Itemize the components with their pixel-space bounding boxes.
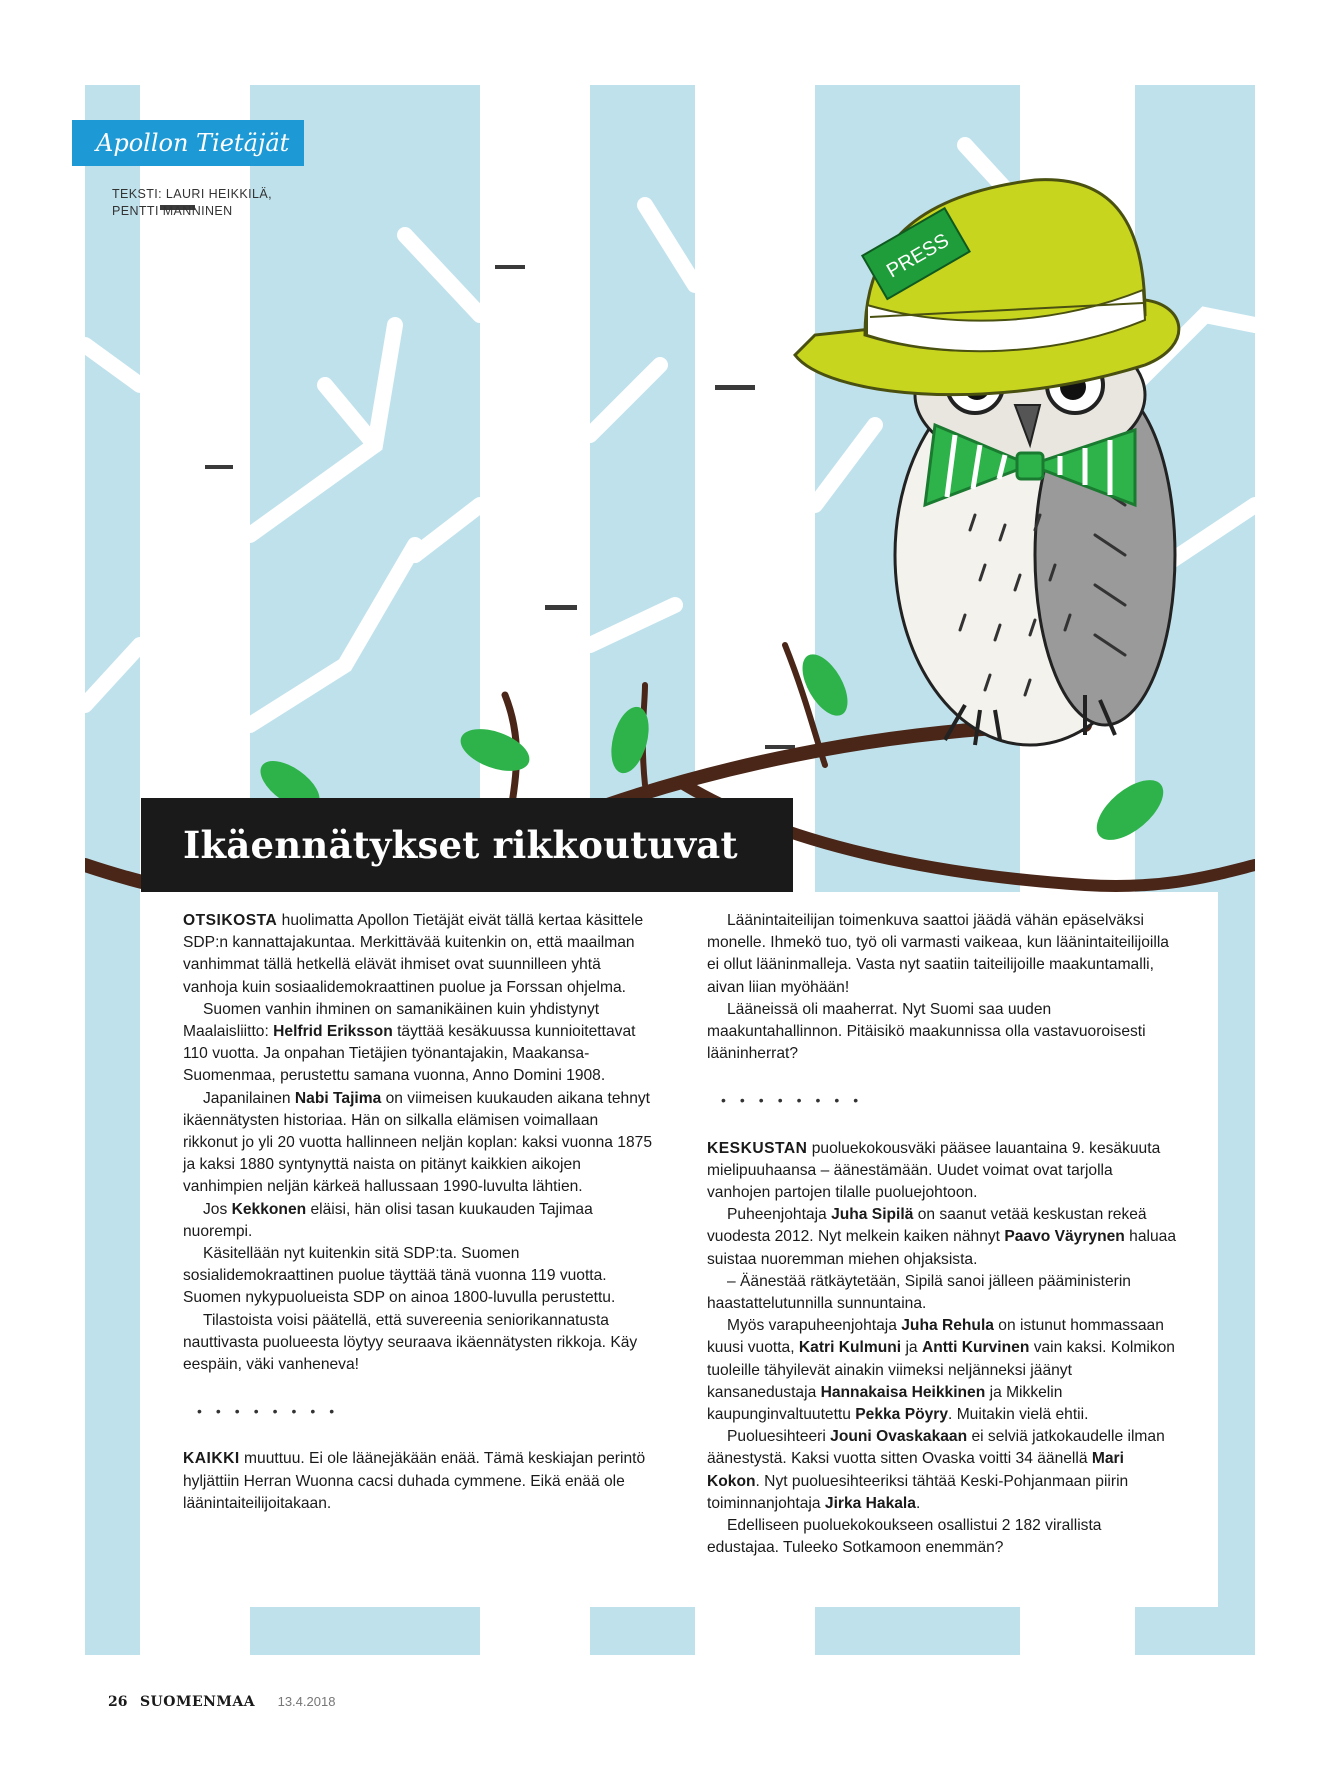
text-run: on viimeisen kuukauden aikana tehnyt ikäennätysten historiaa. Hän on silkalla elämisen voimallaan rikkonut jo yli 20 vuotta hallinneen neljän koplan: kaksi vuonna 1875 ja kaksi 1880 syntynyttä naista on pitänyt kaikkien aikojen vanhimpien neljän kärkeä hallussaan 1990-luvulta lähtien. — [183, 1089, 652, 1196]
body-paragraph — [707, 999, 1177, 1066]
body-paragraph — [183, 1310, 653, 1377]
person-name: Jirka Hakala — [824, 1494, 916, 1512]
birch-branch — [85, 345, 140, 385]
body-paragraph — [707, 1204, 1177, 1271]
lead-paragraph — [183, 1448, 653, 1515]
text-run: on saanut vetää keskustan rekeä vuodesta 2012. Nyt melkein kaiken nähnyt — [707, 1206, 1147, 1246]
person-name: Hannakaisa Heikkinen — [820, 1383, 986, 1401]
text-run: Läänintaiteilijan toimenkuva saattoi jäädä vähän epäselväksi monelle. Ihmekö tuo, työ oli varmasti vaikeaa, kun läänintaiteilijoilla ei ollut lääninmalleja. Vasta nyt saatiin taiteilijoille maakuntamalli, aivan liian myöhään! — [707, 912, 1169, 996]
byline-line: TEKSTI: LAURI HEIKKILÄ, — [112, 187, 272, 201]
press-card-text: PRESS — [883, 229, 953, 283]
magazine-name: SUOMENMAA — [139, 1694, 256, 1710]
section-tag: Apollon Tietäjät — [72, 120, 304, 166]
birch-branch — [590, 605, 675, 645]
body-paragraph — [707, 910, 1177, 999]
body-paragraph — [183, 999, 653, 1088]
text-run: Japanilainen — [203, 1089, 295, 1107]
person-name: Paavo Väyrynen — [1004, 1228, 1125, 1246]
byline-line: PENTTI MANNINEN — [112, 204, 233, 218]
text-run: Myös varapuheenjohtaja — [727, 1317, 902, 1335]
hat — [795, 180, 1179, 395]
person-name: Juha Sipilä — [831, 1206, 914, 1224]
person-name: Juha Rehula — [901, 1317, 994, 1335]
birch-branch — [250, 545, 415, 725]
text-run: haluaa suistaa nuoremman miehen ohjaksista. — [707, 1228, 1176, 1268]
text-run: . Nyt puoluesihteeriksi tähtää Keski-Pohjanmaan piirin toiminnanjohtaja — [707, 1472, 1129, 1512]
text-run: Suomen vanhin ihminen on samanikäinen kuin yhdistynyt Maalaisliitto: — [183, 1000, 600, 1041]
section-divider — [183, 1400, 653, 1422]
text-run: eläisi, hän olisi tasan kuukauden Tajimaa nuorempi. — [183, 1200, 593, 1240]
divider-dots: •••••••• — [197, 1403, 349, 1420]
lead-word: OTSIKOSTA — [183, 912, 278, 929]
text-run: Lääneissä oli maaherrat. Nyt Suomi saa uuden maakuntahallinnon. Pitäisikö maakunnissa olla vastavuoroisesti lääninherrat? — [707, 1000, 1146, 1063]
page-number: 26 — [108, 1694, 128, 1710]
issue-date: 13.4.2018 — [277, 1694, 336, 1709]
text-run: ei selviä jatkokaudelle ilman äänestystä. Kaksi vuotta sitten Ovaska voitti 34 äänellä — [707, 1428, 1165, 1468]
text-run: Tilastoista voisi päätellä, että suvereenia seniorikannatusta nauttivasta puolueesta löytyy seuraava ikäennätysten rikkoja. Käy eespäin, väki vanheneva! — [183, 1311, 638, 1374]
body-paragraph — [707, 1515, 1177, 1559]
divider-dots: •••••••• — [721, 1092, 873, 1109]
person-name: Pekka Pöyry — [855, 1406, 949, 1424]
person-name: Jouni Ovaskakaan — [830, 1428, 968, 1446]
body-paragraph — [183, 1243, 653, 1310]
text-run: muuttuu. Ei ole läänejäkään enää. Tämä keskiajan perintö hyljättiin Herran Wuonna cacsi duhada cymmene. Eikä enää ole läänintaiteilijoitakaan. — [183, 1450, 646, 1512]
body-paragraph — [707, 1271, 1177, 1315]
birch-branch — [590, 365, 660, 435]
person-name: Mari Kokon — [707, 1450, 1124, 1490]
body-paragraph — [183, 1088, 653, 1199]
person-name: Katri Kulmuni — [798, 1339, 902, 1357]
text-run: Puoluesihteeri — [727, 1428, 831, 1446]
text-run: ja Mikkelin kaupunginvaltuutettu — [707, 1383, 1063, 1424]
headline: Ikäennätykset rikkoutuvat — [141, 798, 793, 892]
birch-branch — [250, 325, 395, 535]
text-run: – Äänestää rätkäytetään, Sipilä sanoi jälleen pääministerin haastattelutunnilla sunnuntaina. — [707, 1272, 1131, 1313]
text-run: . Muitakin vielä ehtii. — [948, 1406, 1089, 1424]
person-name: Antti Kurvinen — [921, 1339, 1030, 1357]
birch-branch — [645, 205, 695, 285]
text-run: . — [915, 1494, 921, 1512]
text-run: huolimatta Apollon Tietäjät eivät tällä kertaa käsittele SDP:n kannattajakuntaa. Merkittävää kuitenkin on, että maailman vanhimmat tällä hetkellä elävät ihmiset ovat suunnilleen yhtä vanhoja kuin sosiaalidemokraattinen puolue ja Forssan ohjelma. — [183, 912, 644, 996]
section-divider — [707, 1089, 1177, 1111]
leaf — [605, 703, 655, 777]
lead-paragraph — [183, 910, 653, 999]
body-paragraph — [183, 1199, 653, 1243]
body-paragraph — [707, 1426, 1177, 1515]
text-run: Puheenjohtaja — [727, 1206, 832, 1224]
person-name: Nabi Tajima — [294, 1089, 382, 1107]
person-name: Kekkonen — [231, 1200, 307, 1218]
text-run: Jos — [203, 1200, 232, 1218]
birch-branch — [405, 235, 480, 315]
birch-branch — [815, 425, 875, 505]
text-run: Edelliseen puoluekokoukseen osallistui 2 182 virallista edustajaa. Tuleeko Sotkamoon enemmän? — [707, 1517, 1102, 1557]
page-footer — [108, 1694, 335, 1710]
article-column-left — [183, 910, 653, 1515]
lead-word: KESKUSTAN — [707, 1139, 808, 1157]
lead-paragraph — [707, 1138, 1177, 1205]
lead-word: KAIKKI — [183, 1450, 240, 1468]
byline — [112, 186, 372, 220]
birch-branch — [415, 505, 480, 555]
article-column-right — [707, 910, 1177, 1559]
text-run: ja — [901, 1339, 922, 1357]
text-run: on istunut hommassaan kuusi vuotta, — [707, 1317, 1164, 1357]
body-paragraph — [707, 1315, 1177, 1426]
text-run: vain kaksi. Kolmikon tuoleille tähyilevät ainakin viimeksi neljänneksi jäänyt kansanedustaja — [707, 1339, 1175, 1401]
birch-branch — [85, 645, 140, 705]
text-run: puoluekokousväki pääsee lauantaina 9. kesäkuuta mielipuuhaansa – äänestämään. Uudet voimat ovat tarjolla vanhojen partojen tilalle puoluejohtoon. — [707, 1139, 1161, 1202]
text-run: Käsitellään nyt kuitenkin sitä SDP:ta. Suomen sosialidemokraattinen puolue täyttää tänä vuonna 119 vuotta. Suomen nykypuolueista SDP on ainoa 1800-luvulla perustettu. — [183, 1245, 616, 1307]
birch-branch — [325, 385, 375, 445]
person-name: Helfrid Eriksson — [273, 1023, 393, 1041]
text-run: täyttää kesäkuussa kunnioitettavat 110 vuotta. Ja onpahan Tietäjien työnantajakin, Maakansa-Suomenmaa, perustettu samana vuonna, Anno Domini 1908. — [183, 1023, 636, 1085]
